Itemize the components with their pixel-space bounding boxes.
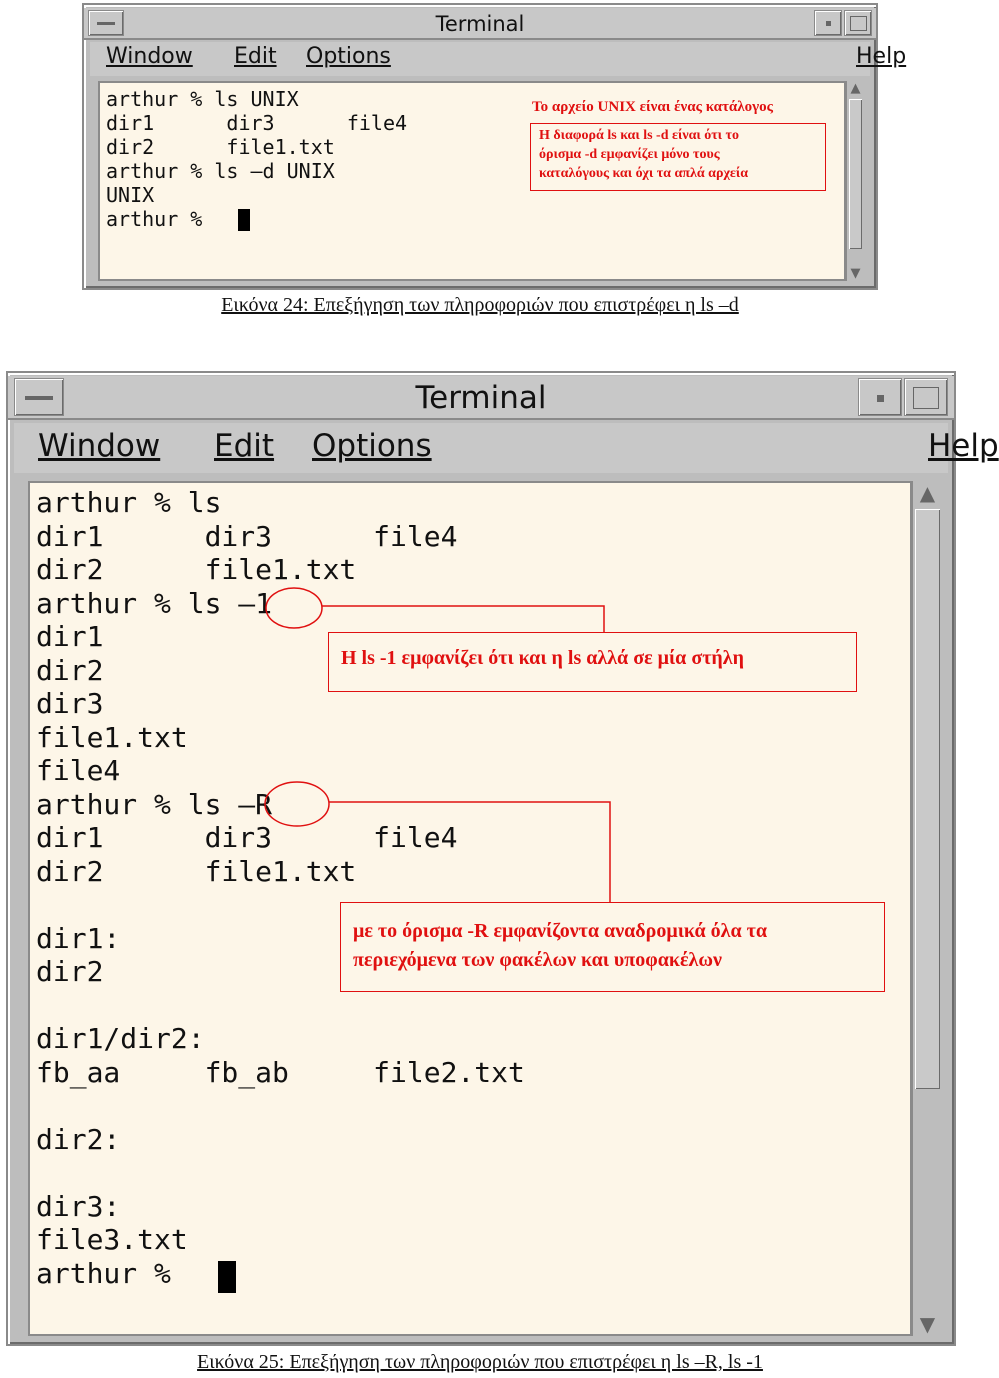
terminal-line: file1.txt: [36, 720, 188, 754]
terminal-line: UNIX: [106, 183, 155, 207]
terminal-line: dir1: [36, 620, 104, 653]
menu-bar: Window Edit Options Help: [90, 42, 870, 76]
window-title: Terminal: [415, 380, 547, 416]
annotation-box-ls-r: [340, 902, 885, 992]
annotation-text: Η ls -1 εμφανίζει ότι και η ls αλλά σε μία στήλη: [341, 647, 744, 669]
connector-line-l1: [322, 606, 604, 632]
terminal-line: arthur % ls: [36, 486, 222, 519]
terminal-prompt: arthur %: [106, 207, 203, 231]
scroll-up-icon[interactable]: ▲: [919, 481, 936, 505]
terminal-line: dir3: [36, 687, 104, 720]
terminal-line: dir2: [36, 653, 104, 687]
terminal-line: dir1:: [36, 921, 121, 955]
terminal-line: dir3:: [36, 1189, 121, 1223]
terminal-line: file3.txt: [36, 1223, 188, 1256]
highlight-circle-l1: [266, 588, 322, 628]
scroll-down-icon[interactable]: ▼: [850, 266, 861, 281]
menu-bar: Window Edit Options Help: [14, 423, 948, 473]
figure-caption-25: Εικόνα 25: Επεξήγηση των πληροφοριών που επιστρέφει η ls –R, ls -1: [197, 1351, 763, 1373]
terminal-line: dir1/dir2:: [36, 1022, 205, 1055]
annotation-title: Το αρχείο UNIX είναι ένας κατάλογος: [532, 99, 773, 115]
terminal-line: arthur % ls UNIX: [106, 87, 299, 111]
terminal-line: file4: [36, 754, 121, 787]
annotation-line: Η διαφορά ls και ls -d είναι ότι το: [539, 128, 739, 143]
scroll-down-icon[interactable]: ▼: [919, 1312, 936, 1336]
annotation-line: περιεχόμενα των φακέλων και υποφακέλων: [353, 949, 722, 971]
terminal-line: dir2: [36, 955, 104, 988]
terminal-line: dir2 file1.txt: [36, 854, 357, 888]
terminal-line: fb_aa fb_ab file2.txt: [36, 1055, 525, 1089]
annotation-line: με το όρισμα -R εμφανίζοντα αναδρομικά όλα τα: [353, 920, 767, 942]
terminal-line: dir1 dir3 file4: [106, 111, 408, 135]
terminal-line: dir2 file1.txt: [106, 135, 335, 159]
terminal-line: dir2:: [36, 1122, 121, 1156]
window-title: Terminal: [435, 12, 525, 36]
terminal-line: dir1 dir3 file4: [36, 519, 458, 553]
scroll-up-icon[interactable]: ▲: [850, 81, 861, 96]
terminal-line: dir2 file1.txt: [36, 553, 357, 586]
connector-line-r: [329, 802, 610, 902]
terminal-line: dir1 dir3 file4: [36, 821, 458, 854]
figure-caption-24: Εικόνα 24: Επεξήγηση των πληροφοριών που επιστρέφει η ls –d: [221, 294, 739, 316]
terminal-line: arthur % ls –d UNIX: [106, 159, 335, 183]
annotation-line: όρισμα -d εμφανίζει μόνο τους: [539, 147, 720, 162]
annotation-line: καταλόγους και όχι τα απλά αρχεία: [539, 166, 749, 181]
annotation-box-ls-1: [328, 632, 857, 692]
highlight-circle-r: [265, 782, 329, 826]
terminal-line: arthur % ls –1: [36, 586, 273, 620]
terminal-line: arthur % ls –R: [36, 787, 273, 821]
terminal-prompt: arthur %: [36, 1256, 171, 1290]
